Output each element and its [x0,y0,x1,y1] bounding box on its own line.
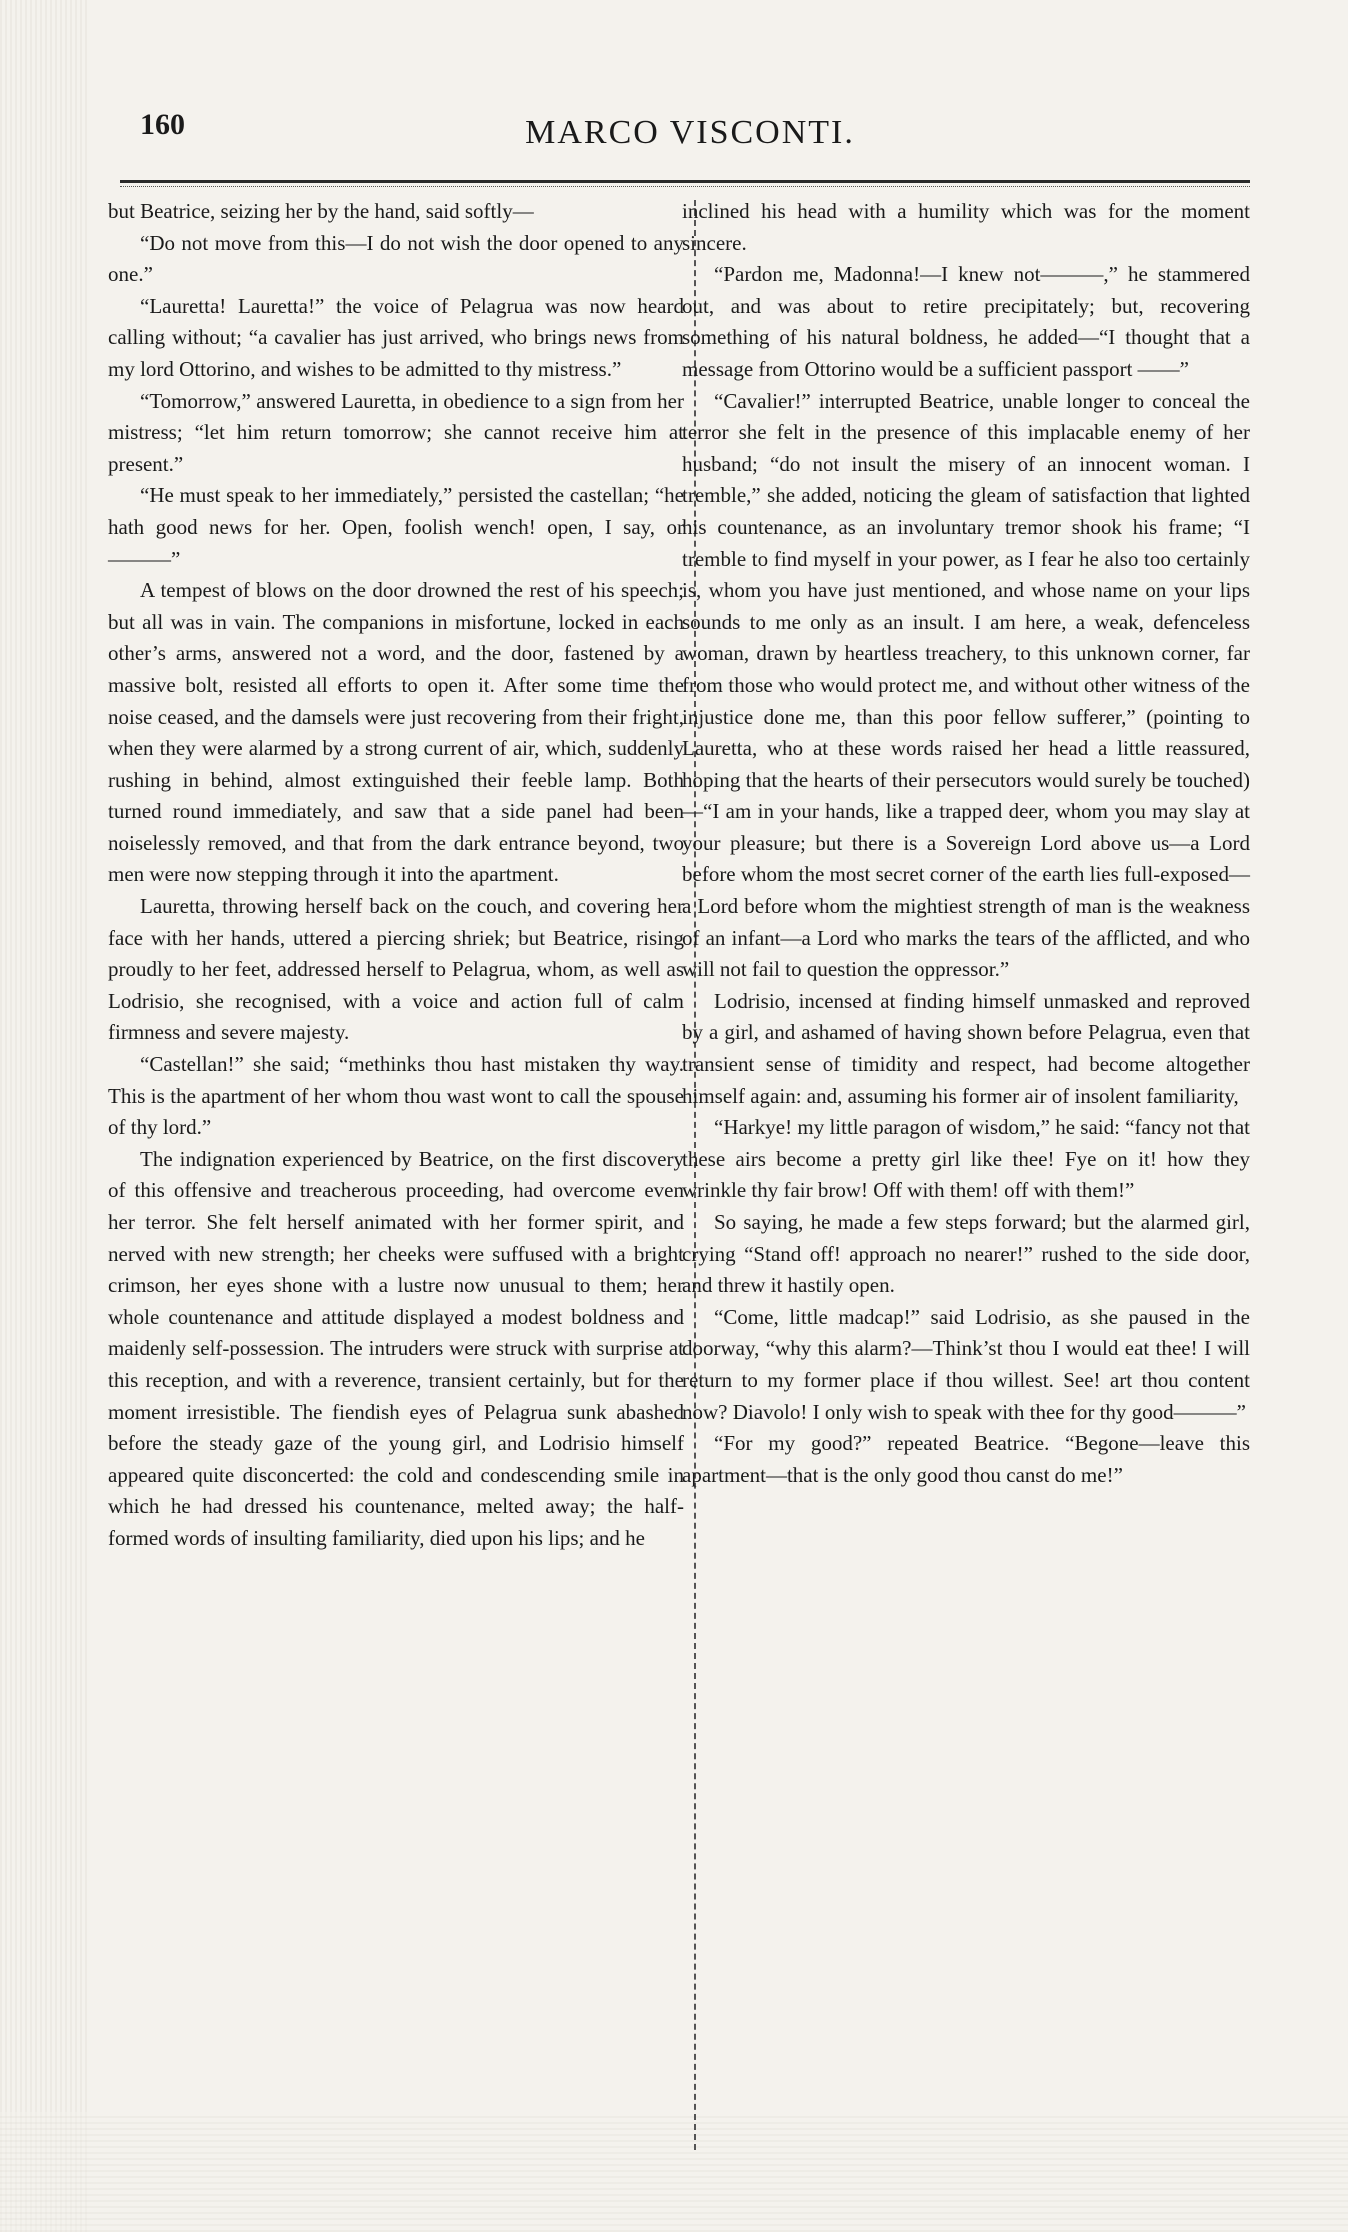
running-title: MARCO VISCONTI. [525,114,855,151]
header-rule-dotted [120,186,1250,187]
page-number: 160 [140,108,185,141]
paragraph: “For my good?” repeated Beatrice. “Begone—leave this apartment—that is the only good thou canst do me!” [682,1431,1250,1487]
page-header [140,108,1240,168]
paragraph: but Beatrice, seizing her by the hand, said softly— [108,199,534,223]
paragraph: “Castellan!” she said; “methinks thou hast mistaken thy way. This is the apartment of her whom thou wast wont to call the spouse of thy lord.” [108,1052,684,1140]
paragraph: “Lauretta! Lauretta!” the voice of Pelagrua was now heard calling without; “a cavalier has just arrived, who brings news from my lord Ottorino, and wishes to be admitted to thy mistress.” [108,293,684,381]
scan-noise-bottom [0,2112,1348,2232]
paragraph: The indignation experienced by Beatrice, on the first discovery of this offensive and treacherous proceeding, had overcome even her terror. She felt herself animated with her former spirit, and nerved with new strength; her cheeks were suffused with a bright crimson, her eyes shone with a lustre now unusual to them; her whole countenance and attitude displayed a modest boldness and maidenly self-possession. The intruders were struck with surprise at this reception, and with a reverence, transient certainly, but for the moment irresistible. The fiendish eyes of Pelagrua sunk abashed before the steady gaze of the young girl, and Lodrisio himself appeared quite disconcerted: the cold and condescending smile in which he had dressed his countenance, melted away; the half-formed words of insulting familiarity, died upon his lips; and he [108,1146,684,1550]
paragraph: So saying, he made a few steps forward; but the alarmed girl, crying “Stand off! approach no nearer!” rushed to the side door, and threw it hastily open. [682,1210,1250,1298]
paragraph: A tempest of blows on the door drowned the rest of his speech; but all was in vain. The companions in misfortune, locked in each other’s arms, answered not a word, and the door, fastened by a massive bolt, resisted all efforts to open it. After some time the noise ceased, and the damsels were just recovering from their fright, when they were alarmed by a strong current of air, which, suddenly rushing in behind, almost extinguished their feeble lamp. Both turned round immediately, and saw that a side panel had been noiselessly removed, and that from the dark entrance beyond, two men were now stepping through it into the apartment. [108,578,684,887]
paragraph: “Do not move from this—I do not wish the door opened to any one.” [108,230,684,287]
paragraph: “He must speak to her immediately,” persisted the castellan; “he hath good news for her. Open, foolish wench! open, I say, or———” [108,483,684,571]
paragraph: “Cavalier!” interrupted Beatrice, unable longer to conceal the terror she felt in the presence of this implacable enemy of her husband; “do not insult the misery of an innocent woman. I tremble,” she added, noticing the gleam of satisfaction that lighted his countenance, as an involuntary tremor shook his frame; “I tremble to find myself in your power, as I fear he also too certainly is, whom you have just mentioned, and whose name on your lips sounds to me only as an insult. I am here, a weak, defenceless woman, drawn by heartless treachery, to this unknown corner, far from those who would protect me, and without other witness of the injustice done me, than this poor fellow sufferer,” (pointing to Lauretta, who at these words raised her head a little reassured, hoping that the hearts of their persecutors would surely be touched)—“I am in your hands, like a trapped deer, whom you may slay at your pleasure; but there is a Sovereign Lord above us—a Lord before whom the most secret corner of the earth lies full-exposed—a Lord before whom the mightiest strength of man is the weakness of an infant—a Lord who marks the tears of the afflicted, and who will not fail to question the oppressor.” [682,388,1250,982]
paragraph: “Come, little madcap!” said Lodrisio, as she paused in the doorway, “why this alarm?—Think’st thou I would eat thee! I will return to my former place if thou willest. See! art thou content now? Diavolo! I only wish to speak with thee for thy good———” [682,1304,1250,1424]
paragraph: “Tomorrow,” answered Lauretta, in obedience to a sign from her mistress; “let him return tomorrow; she cannot receive him at present.” [108,388,684,476]
paragraph: “Pardon me, Madonna!—I knew not———,” he stammered out, and was about to retire precipitately; but, recovering something of his natural boldness, he added—“I thought that a message from Ottorino would be a sufficient passport ——” [682,262,1250,381]
paragraph: Lauretta, throwing herself back on the couch, and covering her face with her hands, uttered a piercing shriek; but Beatrice, rising proudly to her feet, addressed herself to Pelagrua, whom, as well as Lodrisio, she recognised, with a voice and action full of calm firmness and severe majesty. [108,894,684,1045]
scan-noise-left [0,0,90,2232]
left-column [108,196,684,1555]
paragraph: Lodrisio, incensed at finding himself unmasked and reproved by a girl, and ashamed of having shown before Pelagrua, even that transient sense of timidity and respect, had become altogether himself again: and, assuming his former air of insolent familiarity, [682,988,1250,1108]
paragraph: inclined his head with a humility which was for the moment sincere. [682,199,1250,255]
header-rule [120,180,1250,183]
right-column [682,196,1250,1491]
paragraph: “Harkye! my little paragon of wisdom,” he said: “fancy not that these airs become a pretty girl like thee! Fye on it! how they wrinkle thy fair brow! Off with them! off with them!” [682,1115,1250,1203]
